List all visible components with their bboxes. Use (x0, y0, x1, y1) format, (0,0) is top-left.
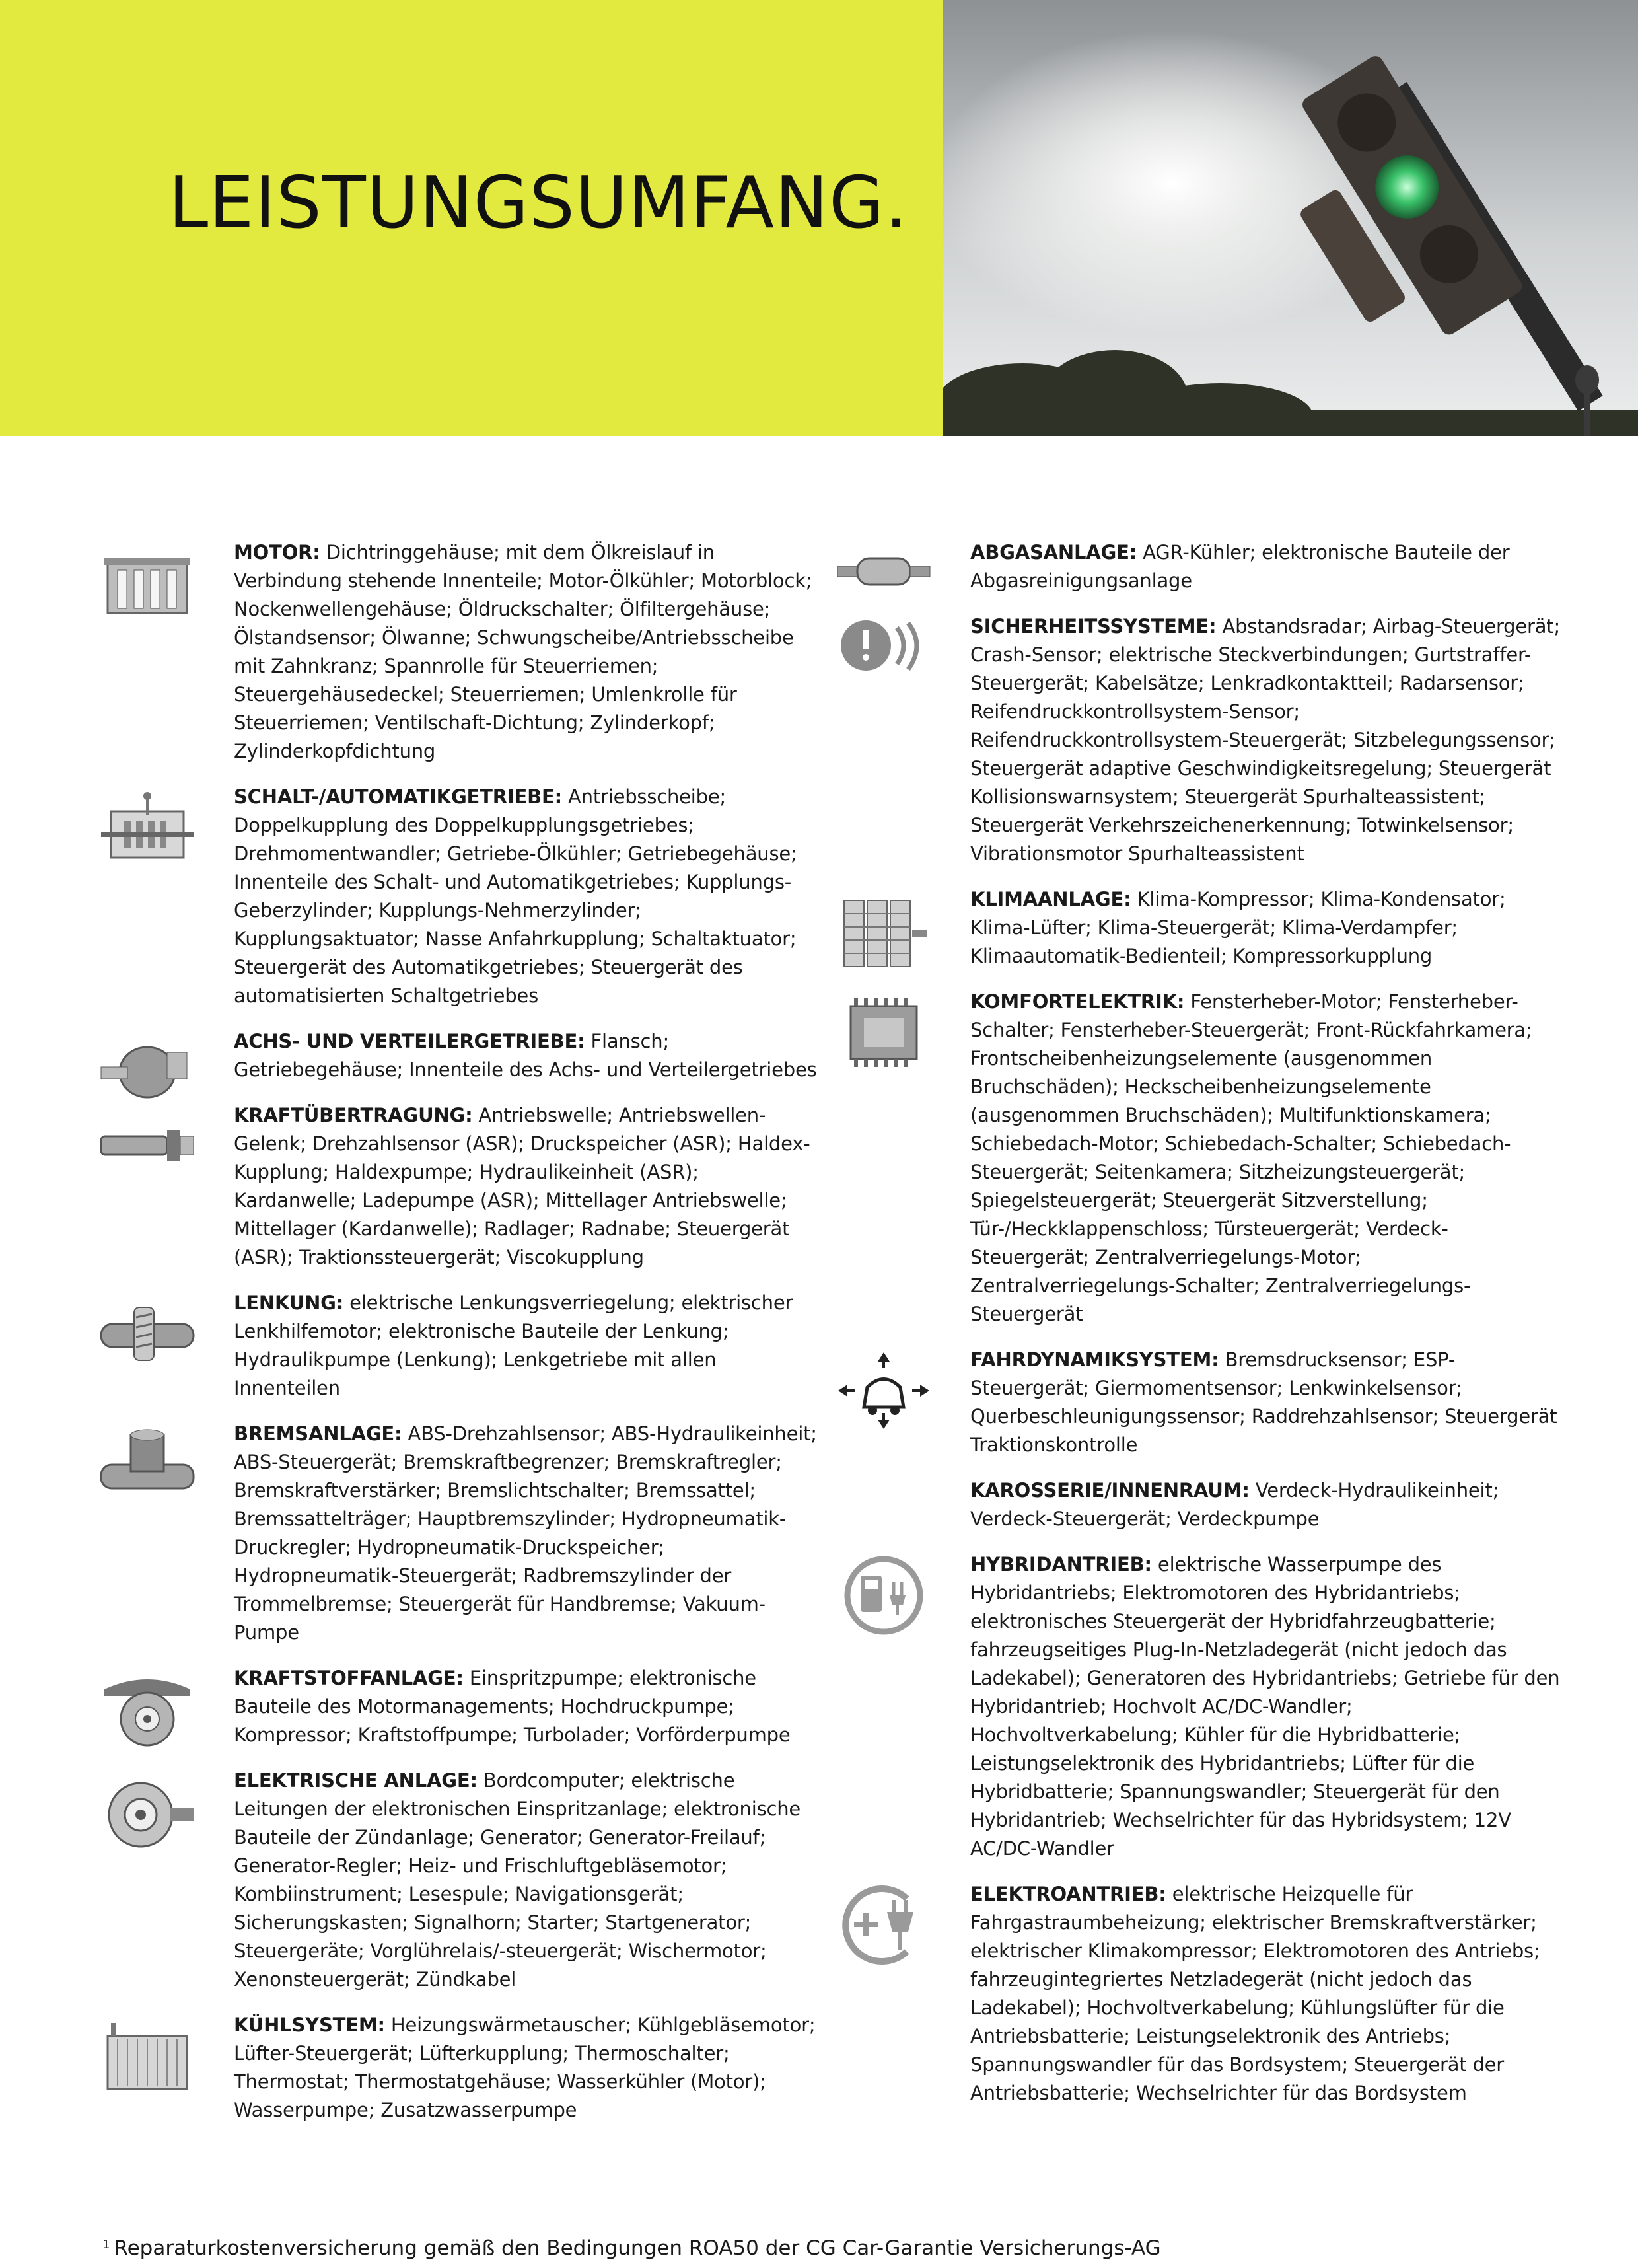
entry-title: LENKUNG: (234, 1292, 344, 1314)
entry-text: Einspritzpumpe; elektronische Bauteile des Motormanagements; Hochdruckpumpe; Kompressor; Kraftstoffpumpe; Turbolader; Vorförderpumpe (234, 1667, 791, 1746)
entry-title: KRAFTÜBERTRAGUNG: (234, 1104, 473, 1126)
entry-getriebe (92, 783, 819, 1010)
electric-plug-icon (834, 1885, 933, 1965)
entry-title: KLIMAANLAGE: (970, 888, 1131, 910)
entry-title: ACHS- UND VERTEILERGETRIEBE: (234, 1030, 585, 1052)
entry-text: ABS-Drehzahlsensor; ABS-Hydraulikeinheit; ABS-Steuergerät; Bremskraftbegrenzer; Bremskraftregler; Bremskraftverstärker; Bremslichtschalter; Bremssattel; Bremssattelträger; Hauptbremszylinder; Hydropneumatik-Druckregler; Hydropneumatik-Druckspeicher; Hydropneumatik-Steuergerät; Radbremszylinder der Trommelbremse; Steuergerät für Handbremse; Vakuum-Pumpe (234, 1422, 817, 1644)
entry-abgasanlage (829, 538, 1562, 595)
entry-text: Dichtringgehäuse; mit dem Ölkreislauf in Verbindung stehende Innenteile; Motor-Ölkühler; Motorblock; Nockenwellengehäuse; Öldruckschalter; Ölfiltergehäuse; Ölstandsensor; Ölwanne; Schwungscheibe/Antriebsscheibe mit Zahnkranz; Spannrolle für Steuerriemen; Steuergehäusedeckel; Steuerriemen; Umlenkrolle für Steuerriemen; Ventilschaft-Dichtung; Zylinderkopf; Zylinderkopfdichtung (234, 541, 812, 762)
entry-title: KÜHLSYSTEM: (234, 2014, 385, 2036)
entry-bremsanlage (92, 1420, 819, 1647)
entry-text: Heizungswärmetauscher; Kühlgebläsemotor; Lüfter-Steuergerät; Lüfterkupplung; Thermoschalter; Thermostat; Thermostatgehäuse; Wasserkühler (Motor); Wasserpumpe; Zusatzwasserpumpe (234, 2014, 816, 2121)
entry-text: Verdeck-Hydraulikeinheit; Verdeck-Steuergerät; Verdeckpumpe (970, 1479, 1499, 1530)
entry-sicherheitssysteme (829, 612, 1562, 868)
entry-title: MOTOR: (234, 541, 320, 564)
entry-komfortelektrik (829, 988, 1562, 1329)
entry-title: KOMFORTELEKTRIK: (970, 990, 1185, 1013)
entry-text: Antriebsscheibe; Doppelkupplung des Doppelkupplungsgetriebes; Drehmomentwandler; Getriebe-Ölkühler; Getriebegehäuse; Innenteile des Schalt- und Automatikgetriebes; Kupplungs-Geberzylinder; Kupplungs-Nehmerzylinder; Kupplungsaktuator; Nasse Anfahrkupplung; Schaltaktuator; Steuergerät des Automatikgetriebes; Steuergerät des automatisierten Schaltgetriebes (234, 786, 797, 1007)
entry-karosserie-innenraum (829, 1477, 1562, 1533)
entry-kraftstoffanlage (92, 1664, 819, 1749)
chip-icon (834, 993, 933, 1072)
entry-text: Fensterheber-Motor; Fensterheber-Schalter; Fensterheber-Steuergerät; Front-Rückfahrkamera; Frontscheibenheizungselemente (ausgenommen Bruchschäden); Heckscheibenheizungselemente (ausgenommen Bruchschäden); Multifunktionskamera; Schiebedach-Motor; Schiebedach-Schalter; Schiebedach-Steuergerät; Seitenkamera; Sitzheizungsteuergerät; Spiegelsteuergerät; Steuergerät Sitzverstellung; Tür-/Heckklappenschloss; Türsteuergerät; Verdeck-Steuergerät; Zentralverriegelungs-Motor; Zentralverriegelungs-Schalter; Zentralverriegelungs-Steuergerät (970, 990, 1532, 1325)
vehicle-dynamics-icon (834, 1351, 933, 1430)
entry-text: elektrische Lenkungsverriegelung; elektrischer Lenkhilfemotor; elektronische Bauteile der Lenkung; Hydraulikpumpe (Lenkung); Lenkgetriebe mit allen Innenteilen (234, 1292, 793, 1399)
differential-icon (98, 1033, 197, 1112)
footnote (102, 2236, 1161, 2260)
entry-text: elektrische Wasserpumpe des Hybridantriebs; Elektromotoren des Hybridantriebs; elektronisches Steuergerät der Hybridfahrzeugbatterie; fahrzeugseitiges Plug-In-Netzladegerät (nicht jedoch das Ladekabel); Generatoren des Hybridantriebs; Getriebe für den Hybridantrieb; Hochvolt AC/DC-Wandler; Hochvoltverkabelung; Kühler für die Hybridbatterie; Leistungselektronik des Hybridantriebs; Lüfter für die Hybridbatterie; Spannungswandler; Steuergerät für den Hybridantrieb; Wechselrichter für das Hybridsystem; 12V AC/DC-Wandler (970, 1553, 1560, 1860)
footnote-text: Reparaturkostenversicherung gemäß den Bedingungen ROA50 der CG Car-Garantie Versicherungs-AG (114, 2236, 1161, 2260)
footnote-marker: 1 (102, 2238, 110, 2251)
gearbox-icon (98, 788, 197, 867)
entry-fahrdynamiksystem (829, 1346, 1562, 1459)
entry-achsgetriebe (92, 1027, 819, 1084)
entry-text: Abstandsradar; Airbag-Steuergerät; Crash-Sensor; elektrische Steckverbindungen; Gurtstraffer-Steuergerät; Kabelsätze; Lenkradkontaktteil; Radarsensor; Reifendruckkontrollsystem-Sensor; Reifendruckkontrollsystem-Steuergerät; Sitzbelegungssensor; Steuergerät adaptive Geschwindigkeitsregelung; Steuergerät Kollisionswarnsystem; Steuergerät Spurhalteassistent; Steuergerät Verkehrszeichenerkennung; Totwinkelsensor; Vibrationsmotor Spurhalteassistent (970, 615, 1561, 865)
entry-title: KRAFTSTOFFANLAGE: (234, 1667, 464, 1689)
exhaust-icon (834, 544, 933, 623)
entry-text: Antriebswelle; Antriebswellen-Gelenk; Drehzahlsensor (ASR); Druckspeicher (ASR); Haldex-Kupplung; Haldexpumpe; Hydraulikeinheit (ASR); Kardanwelle; Ladepumpe (ASR); Mittellager Antriebswelle; Mittellager (Kardanwelle); Radlager; Radnabe; Steuergerät (ASR); Traktionssteuergerät; Viscokupplung (234, 1104, 810, 1268)
entry-title: SCHALT-/AUTOMATIKGETRIEBE: (234, 786, 562, 808)
entry-hybridantrieb (829, 1551, 1562, 1863)
hybrid-charging-icon (834, 1556, 933, 1635)
turbocharger-icon (98, 1669, 197, 1749)
warning-signal-icon (834, 618, 933, 697)
entry-elektrische-anlage (92, 1767, 819, 1994)
radiator-icon (98, 2016, 197, 2096)
alternator-icon (98, 1772, 197, 1851)
entry-title: HYBRIDANTRIEB: (970, 1553, 1152, 1576)
entry-title: ABGASANLAGE: (970, 541, 1137, 564)
entry-elektroantrieb (829, 1880, 1562, 2107)
entry-kraftuebertragung (92, 1101, 819, 1272)
entry-title: KAROSSERIE/INNENRAUM: (970, 1479, 1250, 1502)
left-column (92, 538, 819, 2142)
engine-block-icon (98, 544, 197, 623)
entry-title: FAHRDYNAMIKSYSTEM: (970, 1348, 1219, 1371)
ac-condenser-icon (834, 891, 933, 970)
entry-motor (92, 538, 819, 766)
traffic-light-photo (943, 0, 1638, 436)
entry-text: Bremsdrucksensor; ESP-Steuergerät; Giermomentsensor; Lenkwinkelsensor; Querbeschleunigungssensor; Raddrehzahlsensor; Steuergerät Traktionskontrolle (970, 1348, 1557, 1456)
entry-title: BREMSANLAGE: (234, 1422, 402, 1445)
entry-text: Bordcomputer; elektrische Leitungen der elektronischen Einspritzanlage; elektronische Bauteile der Zündanlage; Generator; Generator-Freilauf; Generator-Regler; Heiz- und Frischluftgebläsemotor; Kombiinstrument; Lesespule; Navigationsgerät; Sicherungskasten; Signalhorn; Starter; Startgenerator; Steuergeräte; Vorglührelais/-steuergerät; Wischermotor; Xenonsteuergerät; Zündkabel (234, 1769, 801, 1991)
entry-text: elektrische Heizquelle für Fahrgastraumbeheizung; elektrischer Bremskraftverstärker; elektrischer Klimakompressor; Elektromotoren des Antriebs; fahrzeugintegriertes Netzladegerät (nicht jedoch das Ladekabel); Hochvoltverkabelung; Kühlungslüfter für die Antriebsbatterie; Leistungselektronik des Antriebs; Spannungswandler für das Bordsystem; Steuergerät der Antriebsbatterie; Wechselrichter für das Bordsystem (970, 1883, 1540, 2104)
entry-lenkung (92, 1289, 819, 1403)
brake-cylinder-icon (98, 1425, 197, 1504)
entry-title: SICHERHEITSSYSTEME: (970, 615, 1217, 638)
driveshaft-icon (98, 1107, 197, 1186)
entry-title: ELEKTROANTRIEB: (970, 1883, 1166, 1905)
page-title: LEISTUNGSUMFANG. (168, 162, 908, 244)
right-column (829, 538, 1562, 2125)
entry-title: ELEKTRISCHE ANLAGE: (234, 1769, 478, 1792)
entry-text: Klima-Kompressor; Klima-Kondensator; Klima-Lüfter; Klima-Steuergerät; Klima-Verdampfer; Klimaautomatik-Bedienteil; Kompressorkupplung (970, 888, 1506, 967)
entry-kuehlsystem (92, 2011, 819, 2125)
entry-text: AGR-Kühler; elektronische Bauteile der Abgasreinigungsanlage (970, 541, 1510, 592)
entry-klimaanlage (829, 885, 1562, 970)
steering-rack-icon (98, 1294, 197, 1373)
entry-text: Flansch; Getriebegehäuse; Innenteile des Achs- und Verteilergetriebes (234, 1030, 817, 1081)
